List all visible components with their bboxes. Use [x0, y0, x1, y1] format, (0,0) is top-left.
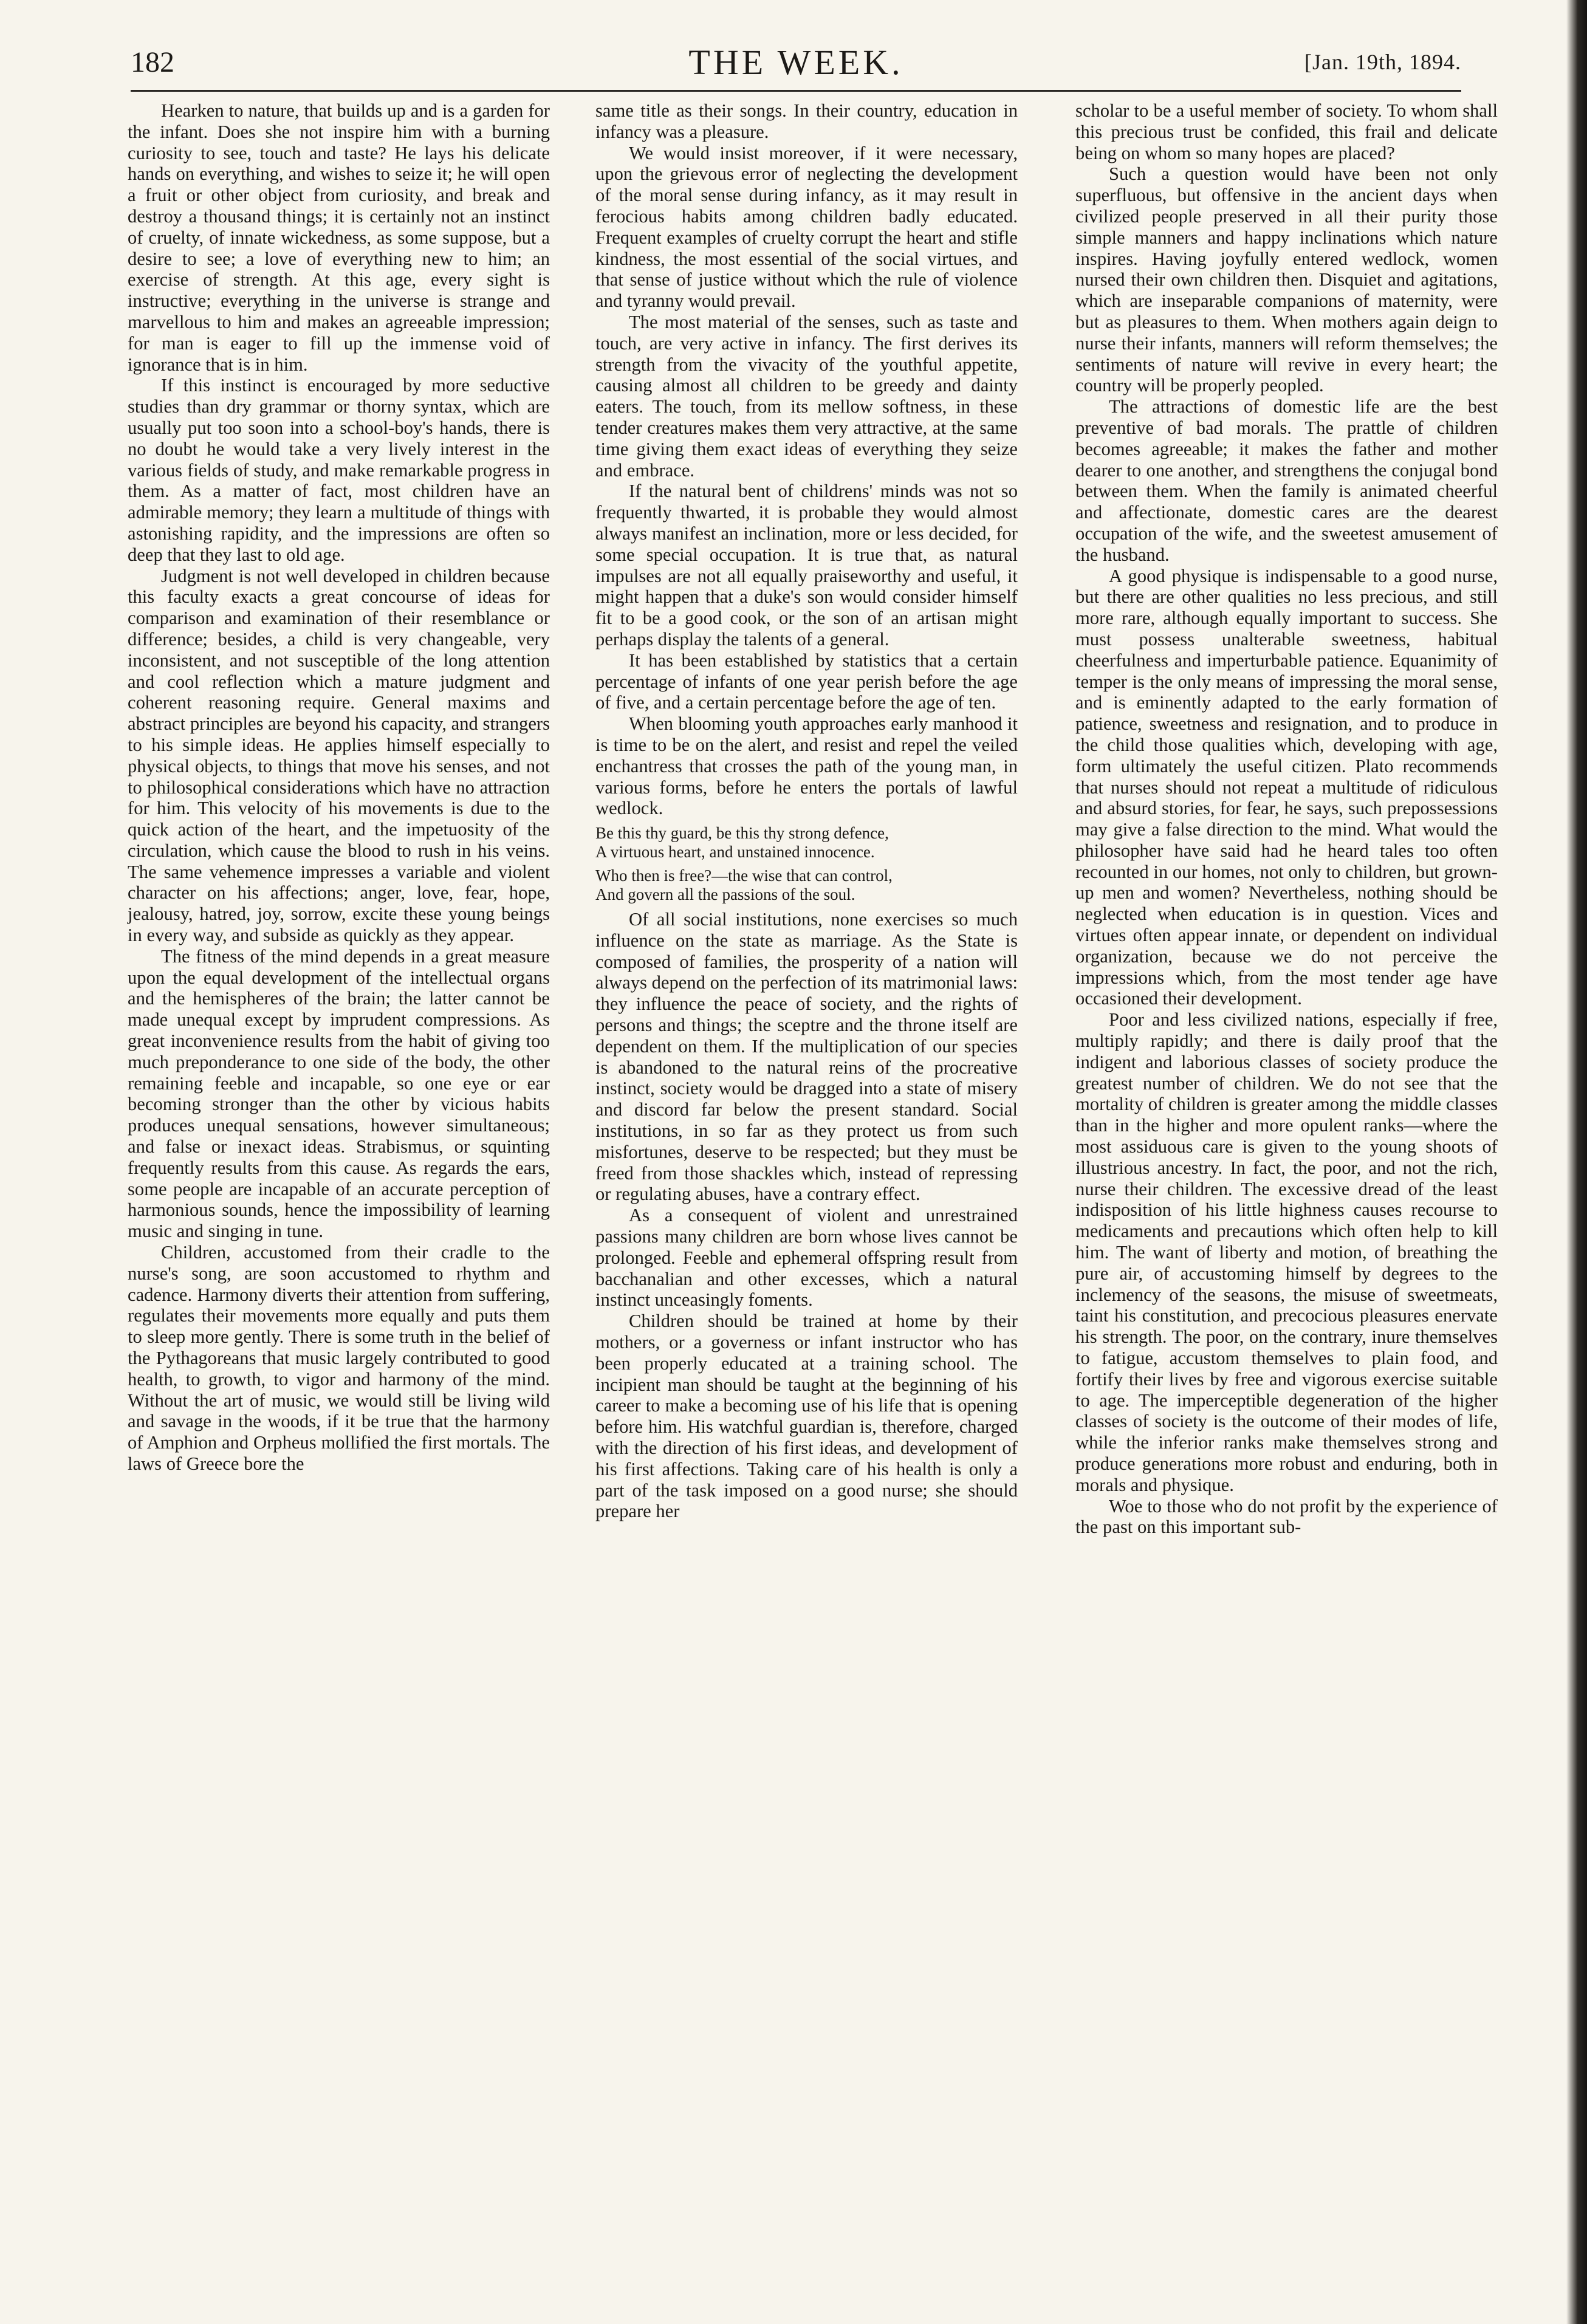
header-rule	[131, 90, 1461, 92]
paragraph: The fitness of the mind depends in a great measure upon the equal development of the intellectual organs and the hemispheres of the brain; the latter cannot be made unequal except by imprudent compressions. As great inconvenience results from the habit of giving too much preponderance to one side of the body, the other remaining feeble and incapable, so one eye or ear becoming stronger than the other by vicious habits produces unequal sensations, however simultaneous; and false or inexact ideas. Strabismus, or squinting frequently results from this cause. As regards the ears, some people are incapable of an accurate perception of harmonious sounds, hence the impossibility of learning music and singing in tune.	[128, 945, 550, 1242]
page-header	[131, 33, 1461, 88]
paragraph: same title as their songs. In their country, education in infancy was a pleasure.	[595, 100, 1018, 142]
paragraph: If this instinct is encouraged by more seductive studies than dry grammar or thorny syntax, which are usually put too soon into a school-boy's hands, there is no doubt he would take a very lively interest in the various fields of study, and make remarkable progress in them. As a matter of fact, most children have an admirable memory; they learn a multitude of things with astonishing rapidity, and the impressions are often so deep that they last to old age.	[128, 375, 550, 565]
paragraph: Judgment is not well developed in children because this faculty exacts a great concourse of ideas for comparison and examination of their resemblance or difference; besides, a child is very changeable, very inconsistent, and not susceptible of the long attention and cool reflection which a mature judgment and coherent reasoning require. General maxims and abstract principles are beyond his capacity, and strangers to his simple ideas. He applies himself especially to physical objects, to things that move his senses, and not to philosophical considerations which have no attraction for him. This velocity of his movements is due to the quick action of the heart, and the impetuosity of the circulation, which cause the blood to rush in his veins. The same vehemence impresses a variable and violent character on his affections; anger, love, fear, hope, jealousy, hatred, joy, sorrow, excite these young beings in every way, and subside as quickly as they appear.	[128, 565, 550, 946]
journal-title: THE WEEK.	[688, 43, 903, 82]
verse-line: A virtuous heart, and unstained innocence.	[595, 843, 875, 862]
page-number: 182	[131, 46, 174, 78]
verse-line: Be this thy guard, be this thy strong defence,	[595, 824, 889, 843]
paragraph: Poor and less civilized nations, especially if free, multiply rapidly; and there is daily proof that the indigent and laborious classes of society produce the greatest number of children. We do not see that the mortality of children is greater among the middle classes than in the higher and more opulent ranks—where the most assiduous care is given to the young shoots of illustrious ancestry. In fact, the poor, and not the rich, nurse their children. The excessive dread of the least indisposition of his little highness causes recourse to medicaments and precautions which often help to kill him. The want of liberty and motion, of breathing the pure air, of accustoming himself by degrees to the inclemency of the seasons, the misuse of sweetmeats, taint his constitution, and precocious pleasures enervate his strength. The poor, on the contrary, inure themselves to fatigue, accustom themselves to plain food, and fortify their lives by free and vigorous exercise suitable to age. The imperceptible degeneration of the higher classes of society is the outcome of their modes of life, while the inferior ranks make themselves strong and produce generations more robust and enduring, both in morals and physique.	[1075, 1009, 1498, 1495]
text-column-1	[128, 100, 550, 1475]
paragraph: When blooming youth approaches early manhood it is time to be on the alert, and resist and repel the veiled enchantress that crosses the path of the young man, in various forms, before he enters the portals of lawful wedlock.	[595, 713, 1018, 819]
paragraph: We would insist moreover, if it were necessary, upon the grievous error of neglecting the development of the moral sense during infancy, as it may result in ferocious habits among children badly educated. Frequent examples of cruelty corrupt the heart and stifle kindness, the most essential of the social virtues, and that sense of justice without which the rule of violence and tyranny would prevail.	[595, 142, 1018, 312]
paragraph: Children should be trained at home by their mothers, or a governess or infant instructor who has been properly educated at a training school. The incipient man should be taught at the beginning of his career to make a becoming use of his life that is opening before him. His watchful guardian is, therefore, charged with the direction of his first ideas, and development of his first affections. Taking care of his health is only a part of the task imposed on a good nurse; she should prepare her	[595, 1311, 1018, 1522]
paragraph: As a consequent of violent and unrestrained passions many children are born whose lives cannot be prolonged. Feeble and ephemeral offspring result from bacchanalian and other excesses, which a natural instinct unceasingly foments.	[595, 1205, 1018, 1311]
paragraph: If the natural bent of childrens' minds was not so frequently thwarted, it is probable they would almost always manifest an inclination, more or less decided, for some special occupation. It is true that, as natural impulses are not all equally praiseworthy and useful, it might happen that a duke's son would consider himself fit to be a good cook, or the son of an artisan might perhaps display the talents of a general.	[595, 481, 1018, 650]
text-column-3	[1075, 100, 1498, 1538]
paragraph: Woe to those who do not profit by the experience of the past on this important sub-	[1075, 1495, 1498, 1538]
text-column-2	[595, 100, 1018, 1522]
binding-edge	[1566, 0, 1587, 2324]
paragraph: Of all social institutions, none exercises so much influence on the state as marriage. As the State is composed of families, the prosperity of a nation will always depend on the perfection of its matrimonial laws: they influence the peace of society, and the rights of persons and things; the sceptre and the throne itself are dependent on them. If the multiplication of our species is abandoned to the natural reins of the procreative instinct, society would be dragged into a state of misery and discord far below the present standard. Social institutions, in so far as they protect us from such misfortunes, deserve to be respected; but they must be freed from those shackles which, instead of repressing or regulating abuses, have a contrary effect.	[595, 909, 1018, 1205]
paragraph: A good physique is indispensable to a good nurse, but there are other qualities no less precious, and still more rare, although equally important to success. She must possess unalterable sweetness, habitual cheerfulness and imperturbable patience. Equanimity of temper is the only means of impressing the moral sense, and is eminently adapted to the early formation of patience, sweetness and resignation, and to produce in the child those qualities which, developing with age, form ultimately the useful citizen. Plato recommends that nurses should not repeat a multitude of ridiculous and absurd stories, for fear, he says, such prepossessions may give a false direction to the mind. What would the philosopher have said had he heard tales too often recounted in our homes, not only to children, but grown-up men and women? Nevertheless, nothing should be neglected when education is in question. Vices and virtues often appear innate, or dependent on individual organization, because we do not perceive the impressions which, from the most tender age have occasioned their development.	[1075, 565, 1498, 1009]
paragraph: The attractions of domestic life are the best preventive of bad morals. The prattle of children becomes agreeable; it makes the father and mother dearer to one another, and strengthens the conjugal bond between them. When the family is animated cheerful and affectionate, domestic cares are the dearest occupation of the wife, and the sweetest amusement of the husband.	[1075, 396, 1498, 565]
paragraph: The most material of the senses, such as taste and touch, are very active in infancy. The first derives its strength from the vivacity of the youthful appetite, causing almost all children to be greedy and dainty eaters. The touch, from its mellow softness, in these tender creatures makes them very attractive, at the same time giving them exact ideas of everything they seize and embrace.	[595, 311, 1018, 481]
verse-line: And govern all the passions of the soul.	[595, 885, 855, 904]
issue-date: [Jan. 19th, 1894.	[1304, 50, 1461, 74]
paragraph: scholar to be a useful member of society. To whom shall this precious trust be confided, this frail and delicate being on whom so many hopes are placed?	[1075, 100, 1498, 163]
verse-quotation	[595, 824, 1018, 904]
paragraph: Children, accustomed from their cradle to the nurse's song, are soon accustomed to rhythm and cadence. Harmony diverts their attention from suffering, regulates their movements more equally and puts them to sleep more gently. There is some truth in the belief of the Pythagoreans that music largely contributed to good health, to growth, to vigor and harmony of the mind. Without the art of music, we would still be living wild and savage in the woods, if it be true that the harmony of Amphion and Orpheus mollified the first mortals. The laws of Greece bore the	[128, 1242, 550, 1474]
paragraph: Such a question would have been not only superfluous, but offensive in the ancient days when civilized people preserved in all their purity those simple manners and happy inclinations which nature inspires. Having joyfully entered wedlock, women nursed their own children then. Disquiet and agitations, which are inseparable companions of maternity, were but as pleasures to them. When mothers again deign to nurse their infants, manners will reform themselves; the sentiments of nature will revive in every heart; the country will be properly peopled.	[1075, 163, 1498, 396]
paragraph: Hearken to nature, that builds up and is a garden for the infant. Does she not inspire him with a burning curiosity to see, touch and taste? He lays his delicate hands on everything, and wishes to seize it; he will open a fruit or other object from curiosity, and break and destroy a thousand things; it is certainly not an instinct of cruelty, of innate wickedness, as some suppose, but a desire to see; a love of everything new to him; an exercise of strength. At this age, every sight is instructive; everything in the universe is strange and marvellous to him and makes an agreeable impression; for man is eager to fill up the immense void of ignorance that is in him.	[128, 100, 550, 375]
verse-line: Who then is free?—the wise that can control,	[595, 866, 893, 885]
paragraph: It has been established by statistics that a certain percentage of infants of one year perish before the age of five, and a certain percentage before the age of ten.	[595, 650, 1018, 713]
